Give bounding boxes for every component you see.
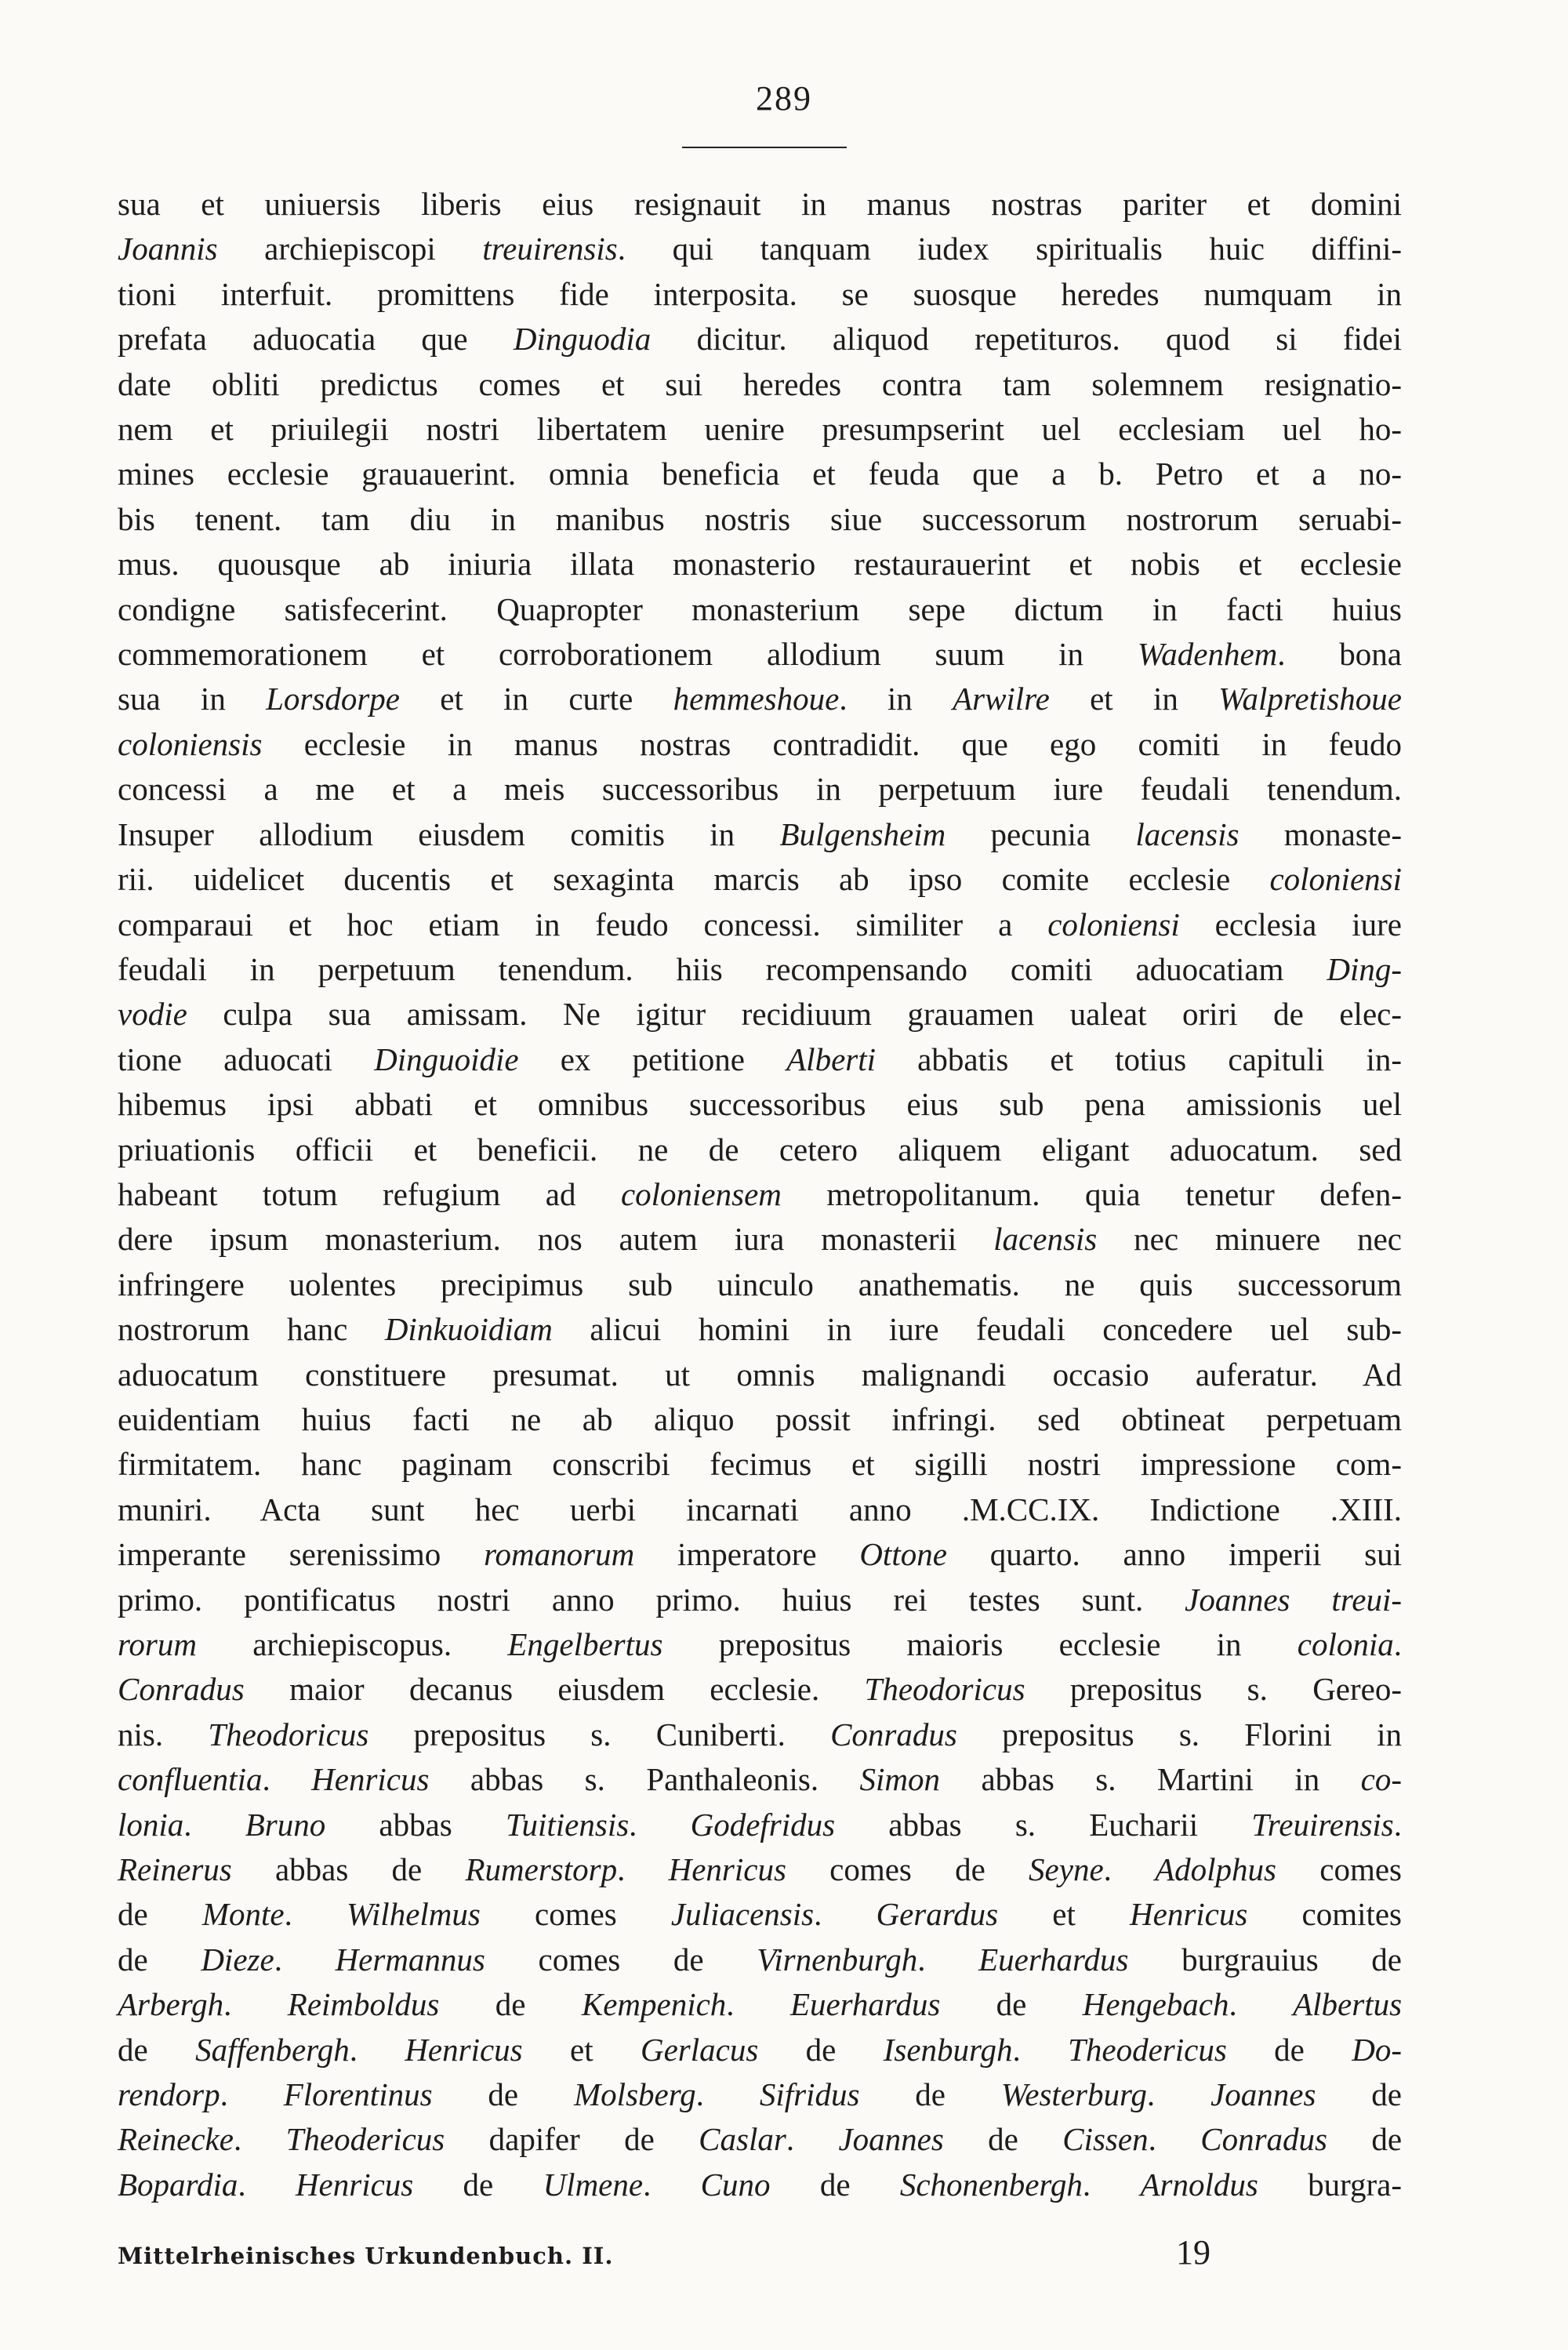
- italic-name: Ding-: [1327, 950, 1402, 987]
- italic-name: treuirensis: [482, 231, 618, 267]
- italic-name: romanorum: [484, 1536, 635, 1573]
- text-run: abbas s. Martini in: [940, 1761, 1361, 1798]
- text-run: .: [1393, 1806, 1403, 1843]
- text-run: rii. uidelicet ducentis et sexaginta marcis ab ipso comite ecclesie: [118, 861, 1270, 898]
- text-line: [118, 947, 1402, 992]
- text-run: comites: [1247, 1896, 1403, 1933]
- text-run: abbas: [325, 1806, 506, 1843]
- text-run: .: [284, 1896, 347, 1933]
- charter-text: [118, 182, 1402, 2207]
- text-run: nem et priuilegii nostri libertatem uenire presumpserint uel ecclesiam uel ho-: [118, 411, 1402, 448]
- text-run: .: [917, 1941, 979, 1978]
- text-run: mus. quousque ab iniuria illata monasterio restaurauerint et nobis et ecclesie: [118, 546, 1402, 583]
- text-line: [118, 1622, 1402, 1667]
- italic-name: Euerhardus: [789, 1986, 941, 2023]
- text-run: .: [1146, 2076, 1211, 2113]
- text-run: .: [274, 1941, 336, 1978]
- text-line: [118, 1397, 1402, 1442]
- text-run: quarto. anno imperii sui: [946, 1536, 1402, 1573]
- italic-name: Ulmene: [543, 2166, 644, 2203]
- text-run: .: [1012, 2031, 1069, 2068]
- italic-name: Hengebach: [1082, 1986, 1229, 2023]
- text-run: comes de: [485, 1941, 757, 1978]
- italic-name: colonia: [1297, 1626, 1394, 1662]
- text-run: commemorationem et corroborationem allodium suum in: [118, 636, 1138, 673]
- text-run: . bona: [1277, 636, 1403, 673]
- text-run: dapifer de: [445, 2121, 699, 2158]
- italic-name: Cissen: [1062, 2121, 1149, 2158]
- italic-name: Henricus: [668, 1851, 786, 1888]
- italic-name: Monte: [201, 1896, 285, 1933]
- italic-name: Joannis: [118, 231, 218, 267]
- italic-name: Do-: [1352, 2031, 1403, 2068]
- text-run: ecclesia iure: [1179, 906, 1402, 943]
- page-number: 289: [756, 79, 812, 118]
- italic-name: Theodericus: [1068, 2031, 1227, 2068]
- text-run: muniri. Acta sunt hec uerbi incarnati anno .M.CC.IX. Indictione .XIII.: [118, 1491, 1402, 1527]
- italic-name: Ottone: [859, 1536, 947, 1573]
- text-line: [118, 1667, 1402, 1712]
- text-run: .: [617, 1851, 669, 1888]
- text-run: . qui tanquam iudex spiritualis huic diffini-: [617, 231, 1403, 267]
- text-line: [118, 722, 1402, 767]
- text-line: [118, 1532, 1402, 1577]
- text-line: [118, 767, 1402, 812]
- italic-name: Dinguodia: [513, 321, 652, 358]
- text-line: [118, 407, 1402, 452]
- text-line: [118, 1262, 1402, 1307]
- text-line: [118, 992, 1402, 1037]
- italic-name: hemmeshoue: [673, 681, 840, 717]
- text-run: imperatore: [634, 1536, 860, 1573]
- text-run: .: [1148, 2121, 1201, 2158]
- italic-name: Kempenich: [581, 1986, 727, 2023]
- italic-name: lacensis: [993, 1221, 1098, 1258]
- text-run: .: [183, 1806, 245, 1843]
- italic-name: Bulgensheim: [779, 815, 946, 852]
- text-run: tione aduocati: [118, 1041, 375, 1077]
- text-run: dere ipsum monasterium. nos autem iura monasterii: [118, 1221, 994, 1258]
- italic-name: Joannes: [1210, 2076, 1316, 2113]
- italic-name: Saffenbergh: [195, 2031, 350, 2068]
- italic-name: Dieze: [201, 1941, 274, 1978]
- text-run: de: [432, 2076, 575, 2113]
- text-run: de: [943, 2121, 1063, 2158]
- italic-name: Henricus: [311, 1761, 430, 1798]
- text-run: culpa sua amissam. Ne igitur recidiuum grauamen ualeat oriri de elec-: [187, 996, 1402, 1033]
- text-run: .: [695, 2076, 760, 2113]
- italic-name: Dinkuoidiam: [384, 1311, 553, 1348]
- italic-name: coloniensi: [1047, 906, 1180, 943]
- italic-name: coloniensi: [1269, 861, 1402, 898]
- footer-sheet-number: 19: [1176, 2233, 1210, 2272]
- text-line: [118, 452, 1402, 496]
- text-line: [118, 317, 1402, 361]
- text-run: pecunia: [946, 815, 1136, 852]
- text-run: prepositus s. Cuniberti.: [368, 1716, 831, 1753]
- italic-name: rendorp: [118, 2076, 220, 2113]
- text-line: [118, 1803, 1402, 1847]
- text-run: burgrauius de: [1128, 1941, 1402, 1978]
- text-run: de: [1327, 2121, 1403, 2158]
- text-run: aduocatum constituere presumat. ut omnis malignandi occasio auferatur. Ad: [118, 1356, 1402, 1393]
- text-line: [118, 677, 1402, 721]
- italic-name: Treuirensis: [1251, 1806, 1394, 1843]
- italic-name: lacensis: [1135, 815, 1240, 852]
- text-line: [118, 1037, 1402, 1082]
- text-run: maior decanus eiusdem ecclesie.: [244, 1671, 865, 1708]
- text-run: . in: [839, 681, 953, 717]
- italic-name: Hermannus: [335, 1941, 485, 1978]
- italic-name: Bruno: [245, 1806, 326, 1843]
- text-run: .: [262, 1761, 312, 1798]
- text-run: et: [998, 1896, 1131, 1933]
- text-run: de: [118, 1896, 202, 1933]
- text-line: [118, 632, 1402, 677]
- text-line: [118, 2072, 1402, 2117]
- text-line: [118, 1938, 1402, 1982]
- italic-name: Schonenbergh: [899, 2166, 1083, 2203]
- text-run: .: [233, 2121, 286, 2158]
- italic-name: Lorsdorpe: [266, 681, 400, 717]
- text-run: et in curte: [400, 681, 673, 717]
- text-run: nec minuere nec: [1097, 1221, 1402, 1258]
- text-run: de: [770, 2166, 900, 2203]
- text-run: prepositus s. Gereo-: [1025, 1671, 1402, 1708]
- text-run: .: [349, 2031, 405, 2068]
- italic-name: Arbergh: [118, 1986, 224, 2023]
- italic-name: Bopardia: [118, 2166, 238, 2203]
- text-run: .: [1082, 2166, 1141, 2203]
- text-line: [118, 1847, 1402, 1892]
- text-run: de: [859, 2076, 1001, 2113]
- text-run: bis tenent. tam diu in manibus nostris siue successorum nostrorum seruabi-: [118, 500, 1402, 537]
- italic-name: Reinecke: [118, 2121, 234, 2158]
- italic-name: Westerburg: [1000, 2076, 1147, 2113]
- italic-name: lonia: [118, 1806, 184, 1843]
- text-run: sua in: [118, 681, 267, 717]
- text-line: [118, 1128, 1402, 1172]
- text-line: [118, 812, 1402, 857]
- text-run: ex petitione: [518, 1041, 787, 1077]
- italic-name: Molsberg: [574, 2076, 696, 2113]
- text-line: [118, 1713, 1402, 1757]
- italic-name: Theodoricus: [208, 1716, 369, 1753]
- text-run: hibemus ipsi abbati et omnibus successoribus eius sub pena amissionis uel: [118, 1086, 1402, 1123]
- text-run: archiepiscopi: [217, 231, 483, 267]
- text-run: tioni interfuit. promittens fide interposita. se suosque heredes numquam in: [118, 275, 1402, 312]
- text-run: feudali in perpetuum tenendum. hiis recompensando comiti aduocatiam: [118, 950, 1327, 987]
- italic-name: Albertus: [1293, 1986, 1403, 2023]
- text-run: priuationis officii et beneficii. ne de cetero aliquem eligant aduocatum. sed: [118, 1131, 1402, 1168]
- italic-name: coloniensis: [118, 725, 263, 762]
- text-run: de: [758, 2031, 884, 2068]
- text-run: abbas s. Panthaleonis.: [429, 1761, 860, 1798]
- text-run: et in: [1049, 681, 1219, 717]
- text-run: infringere uolentes precipimus sub uinculo anathematis. ne quis successorum: [118, 1266, 1402, 1302]
- text-line: [118, 1892, 1402, 1937]
- header-rule: [682, 147, 847, 148]
- italic-name: Conradus: [830, 1716, 957, 1753]
- italic-name: Wilhelmus: [347, 1896, 481, 1933]
- text-run: de: [940, 1986, 1083, 2023]
- italic-name: Theodericus: [285, 2121, 445, 2158]
- italic-name: Joannes treui-: [1185, 1581, 1403, 1618]
- italic-name: Henricus: [405, 2031, 523, 2068]
- text-run: .: [643, 2166, 701, 2203]
- italic-name: Seyne: [1029, 1851, 1104, 1888]
- italic-name: co-: [1360, 1761, 1402, 1798]
- italic-name: Tuitiensis: [505, 1806, 630, 1843]
- text-run: abbatis et totius capituli in-: [876, 1041, 1402, 1077]
- text-line: [118, 1982, 1402, 2027]
- text-run: de: [1316, 2076, 1403, 2113]
- text-run: euidentiam huius facti ne ab aliquo possit infringi. sed obtineat perpetuam: [118, 1400, 1402, 1437]
- italic-name: Theodoricus: [864, 1671, 1025, 1708]
- text-run: abbas s. Eucharii: [835, 1806, 1252, 1843]
- text-run: firmitatem. hanc paginam conscribi fecimus et sigilli nostri impressione com-: [118, 1446, 1402, 1483]
- text-run: comparaui et hoc etiam in feudo concessi. similiter a: [118, 906, 1048, 943]
- text-line: [118, 857, 1402, 902]
- text-run: condigne satisfecerint. Quapropter monasterium sepe dictum in facti huius: [118, 590, 1402, 627]
- italic-name: Reinerus: [118, 1851, 232, 1888]
- italic-name: Euerhardus: [978, 1941, 1129, 1978]
- text-run: concessi a me et a meis successoribus in perpetuum iure feudali tenendum.: [118, 771, 1402, 808]
- text-line: [118, 272, 1402, 317]
- text-run: .: [220, 2076, 284, 2113]
- text-run: alicui homini in iure feudali concedere uel sub-: [552, 1311, 1402, 1348]
- text-line: [118, 587, 1402, 632]
- text-run: Insuper allodium eiusdem comitis in: [118, 815, 780, 852]
- text-run: prefata aduocatia que: [118, 321, 514, 358]
- text-run: ecclesie in manus nostras contradidit. que ego comiti in feudo: [262, 725, 1402, 762]
- text-line: [118, 542, 1402, 587]
- italic-name: Florentinus: [283, 2076, 433, 2113]
- text-run: .: [238, 2166, 296, 2203]
- italic-name: Gerlacus: [640, 2031, 759, 2068]
- text-line: [118, 1082, 1402, 1127]
- italic-name: Conradus: [1200, 2121, 1327, 2158]
- italic-name: Cuno: [700, 2166, 771, 2203]
- italic-name: Joannes: [838, 2121, 944, 2158]
- italic-name: Engelbertus: [507, 1626, 663, 1662]
- italic-name: Adolphus: [1155, 1851, 1277, 1888]
- text-line: [118, 2117, 1402, 2162]
- italic-name: Rumerstorp: [465, 1851, 618, 1888]
- text-run: archiepiscopus.: [197, 1626, 508, 1662]
- text-run: .: [786, 2121, 839, 2158]
- text-run: nostrorum hanc: [118, 1311, 385, 1348]
- text-run: de: [413, 2166, 543, 2203]
- text-run: .: [726, 1986, 790, 2023]
- text-run: prepositus maioris ecclesie in: [662, 1626, 1298, 1662]
- italic-name: Godefridus: [690, 1806, 836, 1843]
- italic-name: vodie: [118, 996, 187, 1033]
- text-line: [118, 227, 1402, 271]
- text-run: habeant totum refugium ad: [118, 1175, 621, 1212]
- text-run: et: [522, 2031, 641, 2068]
- text-run: .: [1229, 1986, 1294, 2023]
- italic-name: Conradus: [118, 1671, 245, 1708]
- italic-name: Arnoldus: [1140, 2166, 1258, 2203]
- text-line: [118, 1307, 1402, 1352]
- text-line: [118, 1172, 1402, 1217]
- text-line: [118, 1578, 1402, 1622]
- text-line: [118, 1757, 1402, 1802]
- italic-name: Gerardus: [876, 1896, 999, 1933]
- text-run: date obliti predictus comes et sui heredes contra tam solemnem resignatio-: [118, 365, 1402, 402]
- text-run: imperante serenissimo: [118, 1536, 485, 1573]
- text-run: prepositus s. Florini in: [956, 1716, 1402, 1753]
- text-run: de: [439, 1986, 582, 2023]
- text-run: .: [814, 1896, 877, 1933]
- text-run: dicitur. aliquod repetituros. quod si fidei: [651, 321, 1402, 358]
- text-run: .: [223, 1986, 288, 2023]
- text-run: de: [118, 2031, 196, 2068]
- italic-name: Reimboldus: [287, 1986, 440, 2023]
- text-run: comes de: [786, 1851, 1029, 1888]
- italic-name: confluentia: [118, 1761, 263, 1798]
- text-line: [118, 1353, 1402, 1397]
- text-run: comes: [1276, 1851, 1403, 1888]
- text-run: metropolitanum. quia tenetur defen-: [781, 1175, 1402, 1212]
- italic-name: Walpretishoue: [1218, 681, 1403, 717]
- text-line: [118, 182, 1402, 227]
- text-line: [118, 497, 1402, 542]
- italic-name: Henricus: [1130, 1896, 1248, 1933]
- italic-name: coloniensem: [620, 1175, 782, 1212]
- text-line: [118, 1442, 1402, 1487]
- italic-name: rorum: [118, 1626, 197, 1662]
- text-run: mines ecclesie grauauerint. omnia beneficia et feuda que a b. Petro et a no-: [118, 456, 1402, 492]
- text-run: primo. pontificatus nostri anno primo. huius rei testes sunt.: [118, 1581, 1185, 1618]
- text-line: [118, 2028, 1402, 2072]
- text-run: abbas de: [231, 1851, 466, 1888]
- text-line: [118, 1487, 1402, 1532]
- text-run: monaste-: [1239, 815, 1403, 852]
- text-line: [118, 362, 1402, 407]
- text-run: .: [629, 1806, 691, 1843]
- italic-name: Henricus: [295, 2166, 414, 2203]
- italic-name: Juliacensis: [670, 1896, 815, 1933]
- text-run: nis.: [118, 1716, 209, 1753]
- italic-name: Simon: [859, 1761, 941, 1798]
- text-run: sua et uniuersis liberis eius resignauit in manus nostras pariter et domini: [118, 186, 1402, 222]
- italic-name: Caslar: [699, 2121, 786, 2158]
- italic-name: Alberti: [786, 1041, 877, 1077]
- italic-name: Arwilre: [953, 681, 1050, 717]
- text-line: [118, 1217, 1402, 1262]
- text-run: de: [118, 1941, 201, 1978]
- text-line: [118, 2163, 1402, 2207]
- italic-name: Virnenburgh: [757, 1941, 918, 1978]
- italic-name: Sifridus: [759, 2076, 860, 2113]
- text-run: .: [1393, 1626, 1402, 1662]
- italic-name: Wadenhem: [1137, 636, 1278, 673]
- text-line: [118, 903, 1402, 947]
- text-run: comes: [480, 1896, 671, 1933]
- text-run: burgra-: [1258, 2166, 1403, 2203]
- italic-name: Dinguoidie: [374, 1041, 519, 1077]
- text-run: .: [1103, 1851, 1156, 1888]
- italic-name: Isenburgh: [883, 2031, 1013, 2068]
- text-run: de: [1226, 2031, 1352, 2068]
- footer-signature: Mittelrheinisches Urkundenbuch. II.: [118, 2243, 614, 2269]
